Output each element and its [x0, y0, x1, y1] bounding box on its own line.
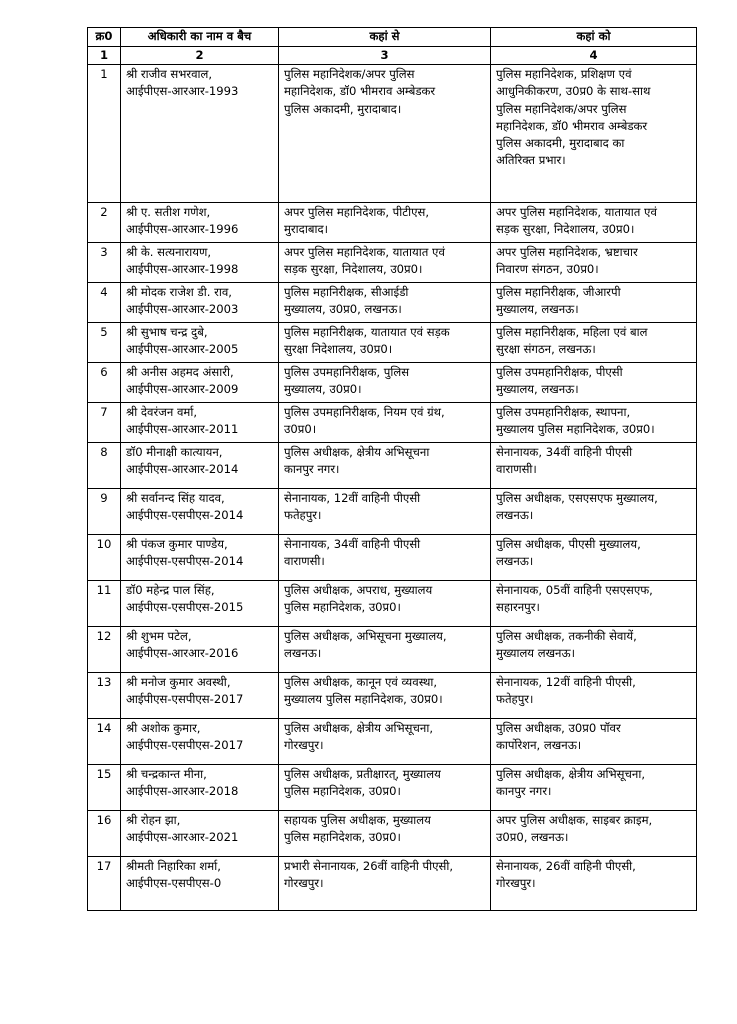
from-line: पुलिस अधीक्षक, अभिसूचना मुख्यालय, [284, 629, 447, 644]
to-line: अपर पुलिस अधीक्षक, साइबर क्राइम, [496, 813, 653, 828]
from-line: सहायक पुलिस अधीक्षक, मुख्यालय [284, 813, 431, 828]
transfer-table [87, 27, 697, 911]
from-line: अपर पुलिस महानिदेशक, यातायात एवं [284, 245, 445, 260]
from-line: फतेहपुर। [284, 508, 322, 523]
table-row [88, 673, 697, 719]
to-posting-cell [491, 719, 697, 765]
serial-number: 11 [88, 581, 121, 627]
officer-line: श्री पंकज कुमार पाण्डेय, [126, 537, 228, 552]
officer-line: आईपीएस-आरआर-2014 [126, 462, 239, 477]
table-row [88, 243, 697, 283]
transfer-list-page [87, 27, 697, 911]
from-line: पुलिस अधीक्षक, क्षेत्रीय अभिसूचना [284, 445, 430, 460]
officer-line: आईपीएस-आरआर-2005 [126, 342, 239, 357]
from-line: पुलिस अकादमी, मुरादाबाद। [284, 101, 402, 116]
to-line: पुलिस उपमहानिरीक्षक, स्थापना, [496, 405, 631, 420]
officer-line: श्रीमती निहारिका शर्मा, [126, 859, 221, 874]
from-posting-cell [279, 535, 491, 581]
officer-line: डॉ0 महेन्द्र पाल सिंह, [126, 583, 215, 598]
officer-line: श्री ए. सतीश गणेश, [126, 205, 211, 220]
from-posting-cell [279, 673, 491, 719]
table-body [88, 65, 697, 911]
to-posting-cell [491, 489, 697, 535]
to-posting-cell [491, 535, 697, 581]
from-line: मुख्यालय, उ0प्र0, लखनऊ। [284, 302, 402, 317]
table-row [88, 627, 697, 673]
from-line: अपर पुलिस महानिदेशक, पीटीएस, [284, 205, 430, 220]
to-line: महानिदेशक, डॉ0 भीमराव अम्बेडकर [496, 118, 648, 133]
officer-name-cell [121, 243, 279, 283]
to-line: आधुनिकीकरण, उ0प्र0 के साथ-साथ [496, 84, 651, 99]
column-number: 3 [279, 47, 491, 65]
to-posting-cell [491, 323, 697, 363]
to-line: सहारनपुर। [496, 600, 540, 615]
to-line: पुलिस महानिदेशक/अपर पुलिस [496, 101, 627, 116]
officer-line: श्री रोहन झा, [126, 813, 181, 828]
to-line: अपर पुलिस महानिदेशक, भ्रष्टाचार [496, 245, 638, 260]
officer-name-cell [121, 535, 279, 581]
from-line: वाराणसी। [284, 554, 325, 569]
column-number-row [88, 47, 697, 65]
to-line: सेनानायक, 26वीं वाहिनी पीएसी, [496, 859, 636, 874]
serial-number: 10 [88, 535, 121, 581]
officer-line: श्री सर्वानन्द सिंह यादव, [126, 491, 225, 506]
from-posting-cell [279, 719, 491, 765]
officer-line: आईपीएस-आरआर-2018 [126, 784, 239, 799]
to-line: सेनानायक, 05वीं वाहिनी एसएसएफ, [496, 583, 653, 598]
serial-number: 5 [88, 323, 121, 363]
to-posting-cell [491, 811, 697, 857]
from-line: पुलिस महानिदेशक, उ0प्र0। [284, 784, 401, 799]
officer-name-cell [121, 581, 279, 627]
from-line: मुरादाबाद। [284, 222, 329, 237]
officer-name-cell [121, 627, 279, 673]
table-row [88, 203, 697, 243]
serial-number: 17 [88, 857, 121, 911]
officer-name-cell [121, 203, 279, 243]
column-number: 1 [88, 47, 121, 65]
from-line: गोरखपुर। [284, 876, 324, 891]
officer-line: श्री मनोज कुमार अवस्थी, [126, 675, 231, 690]
officer-name-cell [121, 765, 279, 811]
officer-line: आईपीएस-एसपीएस-2017 [126, 692, 244, 707]
table-row [88, 857, 697, 911]
serial-number: 13 [88, 673, 121, 719]
serial-number: 7 [88, 403, 121, 443]
officer-name-cell [121, 857, 279, 911]
table-row [88, 403, 697, 443]
serial-number: 14 [88, 719, 121, 765]
header-from: कहां से [279, 28, 491, 47]
officer-line: आईपीएस-एसपीएस-2015 [126, 600, 244, 615]
officer-line: श्री अनीस अहमद अंसारी, [126, 365, 234, 380]
to-line: मुख्यालय लखनऊ। [496, 646, 575, 661]
to-line: अतिरिक्त प्रभार। [496, 153, 566, 168]
officer-name-cell [121, 443, 279, 489]
from-posting-cell [279, 627, 491, 673]
to-line: कार्पोरेशन, लखनऊ। [496, 738, 582, 753]
officer-line: श्री चन्द्रकान्त मीना, [126, 767, 207, 782]
table-row [88, 719, 697, 765]
table-row [88, 363, 697, 403]
from-line: पुलिस महानिदेशक/अपर पुलिस [284, 67, 415, 82]
to-line: सुरक्षा संगठन, लखनऊ। [496, 342, 596, 357]
serial-number: 12 [88, 627, 121, 673]
table-row [88, 581, 697, 627]
from-line: सड़क सुरक्षा, निदेशालय, उ0प्र0। [284, 262, 423, 277]
officer-name-cell [121, 719, 279, 765]
from-line: पुलिस महानिदेशक, उ0प्र0। [284, 830, 401, 845]
serial-number: 15 [88, 765, 121, 811]
officer-line: आईपीएस-एसपीएस-2017 [126, 738, 244, 753]
from-line: सेनानायक, 12वीं वाहिनी पीएसी [284, 491, 421, 506]
officer-line: श्री सुभाष चन्द्र दुबे, [126, 325, 208, 340]
to-line: पुलिस अधीक्षक, एसएसएफ मुख्यालय, [496, 491, 658, 506]
to-posting-cell [491, 65, 697, 203]
serial-number: 3 [88, 243, 121, 283]
to-line: मुख्यालय, लखनऊ। [496, 302, 579, 317]
to-posting-cell [491, 283, 697, 323]
to-line: फतेहपुर। [496, 692, 534, 707]
from-posting-cell [279, 65, 491, 203]
from-posting-cell [279, 243, 491, 283]
to-posting-cell [491, 363, 697, 403]
table-row [88, 443, 697, 489]
to-posting-cell [491, 443, 697, 489]
from-line: पुलिस अधीक्षक, प्रतीक्षारत्, मुख्यालय [284, 767, 441, 782]
to-line: मुख्यालय, लखनऊ। [496, 382, 579, 397]
to-line: लखनऊ। [496, 554, 534, 569]
from-posting-cell [279, 443, 491, 489]
to-line: कानपुर नगर। [496, 784, 552, 799]
from-line: कानपुर नगर। [284, 462, 340, 477]
from-posting-cell [279, 203, 491, 243]
from-posting-cell [279, 283, 491, 323]
to-line: वाराणसी। [496, 462, 537, 477]
to-posting-cell [491, 403, 697, 443]
serial-number: 16 [88, 811, 121, 857]
from-posting-cell [279, 765, 491, 811]
officer-line: आईपीएस-एसपीएस-2014 [126, 554, 244, 569]
to-line: सेनानायक, 34वीं वाहिनी पीएसी [496, 445, 633, 460]
serial-number: 1 [88, 65, 121, 203]
officer-name-cell [121, 489, 279, 535]
to-line: लखनऊ। [496, 508, 534, 523]
officer-line: श्री के. सत्यनारायण, [126, 245, 212, 260]
officer-line: आईपीएस-आरआर-2011 [126, 422, 239, 437]
officer-line: आईपीएस-आरआर-2016 [126, 646, 239, 661]
serial-number: 6 [88, 363, 121, 403]
officer-name-cell [121, 363, 279, 403]
serial-number: 4 [88, 283, 121, 323]
officer-name-cell [121, 811, 279, 857]
table-row [88, 535, 697, 581]
officer-line: श्री मोदक राजेश डी. राव, [126, 285, 232, 300]
to-line: पुलिस अधीक्षक, क्षेत्रीय अभिसूचना, [496, 767, 646, 782]
from-line: सेनानायक, 34वीं वाहिनी पीएसी [284, 537, 421, 552]
from-posting-cell [279, 811, 491, 857]
officer-line: आईपीएस-आरआर-1993 [126, 84, 239, 99]
to-line: पुलिस उपमहानिरीक्षक, पीएसी [496, 365, 623, 380]
from-posting-cell [279, 323, 491, 363]
officer-line: आईपीएस-आरआर-2009 [126, 382, 239, 397]
table-row [88, 811, 697, 857]
table-row [88, 323, 697, 363]
from-line: गोरखपुर। [284, 738, 324, 753]
to-posting-cell [491, 857, 697, 911]
officer-line: आईपीएस-एसपीएस-0 [126, 876, 222, 891]
column-number: 2 [121, 47, 279, 65]
serial-number: 8 [88, 443, 121, 489]
officer-line: श्री राजीव सभरवाल, [126, 67, 213, 82]
table-row [88, 489, 697, 535]
to-posting-cell [491, 243, 697, 283]
to-line: पुलिस अधीक्षक, उ0प्र0 पॉवर [496, 721, 621, 736]
officer-name-cell [121, 323, 279, 363]
serial-number: 2 [88, 203, 121, 243]
from-line: उ0प्र0। [284, 422, 317, 437]
to-line: गोरखपुर। [496, 876, 536, 891]
officer-line: आईपीएस-आरआर-1996 [126, 222, 239, 237]
from-line: सुरक्षा निदेशालय, उ0प्र0। [284, 342, 393, 357]
officer-line: श्री अशोक कुमार, [126, 721, 201, 736]
to-line: पुलिस महानिरीक्षक, महिला एवं बाल [496, 325, 648, 340]
to-posting-cell [491, 627, 697, 673]
officer-line: श्री देवरंजन वर्मा, [126, 405, 198, 420]
officer-name-cell [121, 403, 279, 443]
from-line: पुलिस अधीक्षक, क्षेत्रीय अभिसूचना, [284, 721, 434, 736]
from-line: पुलिस उपमहानिरीक्षक, पुलिस [284, 365, 410, 380]
from-line: लखनऊ। [284, 646, 322, 661]
from-line: मुख्यालय, उ0प्र0। [284, 382, 362, 397]
officer-line: आईपीएस-आरआर-1998 [126, 262, 239, 277]
table-row [88, 765, 697, 811]
from-posting-cell [279, 363, 491, 403]
to-line: सेनानायक, 12वीं वाहिनी पीएसी, [496, 675, 636, 690]
header-officer-name-batch: अधिकारी का नाम व बैच [121, 28, 279, 47]
from-posting-cell [279, 403, 491, 443]
officer-line: आईपीएस-आरआर-2021 [126, 830, 239, 845]
officer-name-cell [121, 65, 279, 203]
from-line: मुख्यालय पुलिस महानिदेशक, उ0प्र0। [284, 692, 443, 707]
to-line: उ0प्र0, लखनऊ। [496, 830, 569, 845]
officer-line: श्री शुभम पटेल, [126, 629, 192, 644]
table-row [88, 65, 697, 203]
officer-line: आईपीएस-आरआर-2003 [126, 302, 239, 317]
officer-name-cell [121, 673, 279, 719]
to-posting-cell [491, 765, 697, 811]
to-line: निवारण संगठन, उ0प्र0। [496, 262, 599, 277]
header-serial: क्र0 [88, 28, 121, 47]
header-to: कहां को [491, 28, 697, 47]
from-line: महानिदेशक, डॉ0 भीमराव अम्बेडकर [284, 84, 436, 99]
officer-line: आईपीएस-एसपीएस-2014 [126, 508, 244, 523]
to-line: पुलिस अधीक्षक, तकनीकी सेवायें, [496, 629, 637, 644]
from-line: पुलिस उपमहानिरीक्षक, नियम एवं ग्रंथ, [284, 405, 445, 420]
table-row [88, 283, 697, 323]
header-row [88, 28, 697, 47]
to-line: पुलिस महानिरीक्षक, जीआरपी [496, 285, 621, 300]
to-line: मुख्यालय पुलिस महानिदेशक, उ0प्र0। [496, 422, 655, 437]
officer-line: डॉ0 मीनाक्षी कात्यायन, [126, 445, 223, 460]
serial-number: 9 [88, 489, 121, 535]
to-line: अपर पुलिस महानिदेशक, यातायात एवं [496, 205, 657, 220]
from-posting-cell [279, 489, 491, 535]
from-line: पुलिस महानिरीक्षक, यातायात एवं सड़क [284, 325, 450, 340]
to-line: पुलिस अकादमी, मुरादाबाद का [496, 136, 625, 151]
to-line: पुलिस महानिदेशक, प्रशिक्षण एवं [496, 67, 632, 82]
from-line: प्रभारी सेनानायक, 26वीं वाहिनी पीएसी, [284, 859, 454, 874]
to-line: सड़क सुरक्षा, निदेशालय, उ0प्र0। [496, 222, 635, 237]
to-posting-cell [491, 673, 697, 719]
officer-name-cell [121, 283, 279, 323]
from-line: पुलिस अधीक्षक, कानून एवं व्यवस्था, [284, 675, 438, 690]
from-line: पुलिस महानिदेशक, उ0प्र0। [284, 600, 401, 615]
to-line: पुलिस अधीक्षक, पीएसी मुख्यालय, [496, 537, 641, 552]
from-line: पुलिस महानिरीक्षक, सीआईडी [284, 285, 409, 300]
from-posting-cell [279, 857, 491, 911]
from-line: पुलिस अधीक्षक, अपराध, मुख्यालय [284, 583, 433, 598]
to-posting-cell [491, 581, 697, 627]
to-posting-cell [491, 203, 697, 243]
column-number: 4 [491, 47, 697, 65]
from-posting-cell [279, 581, 491, 627]
